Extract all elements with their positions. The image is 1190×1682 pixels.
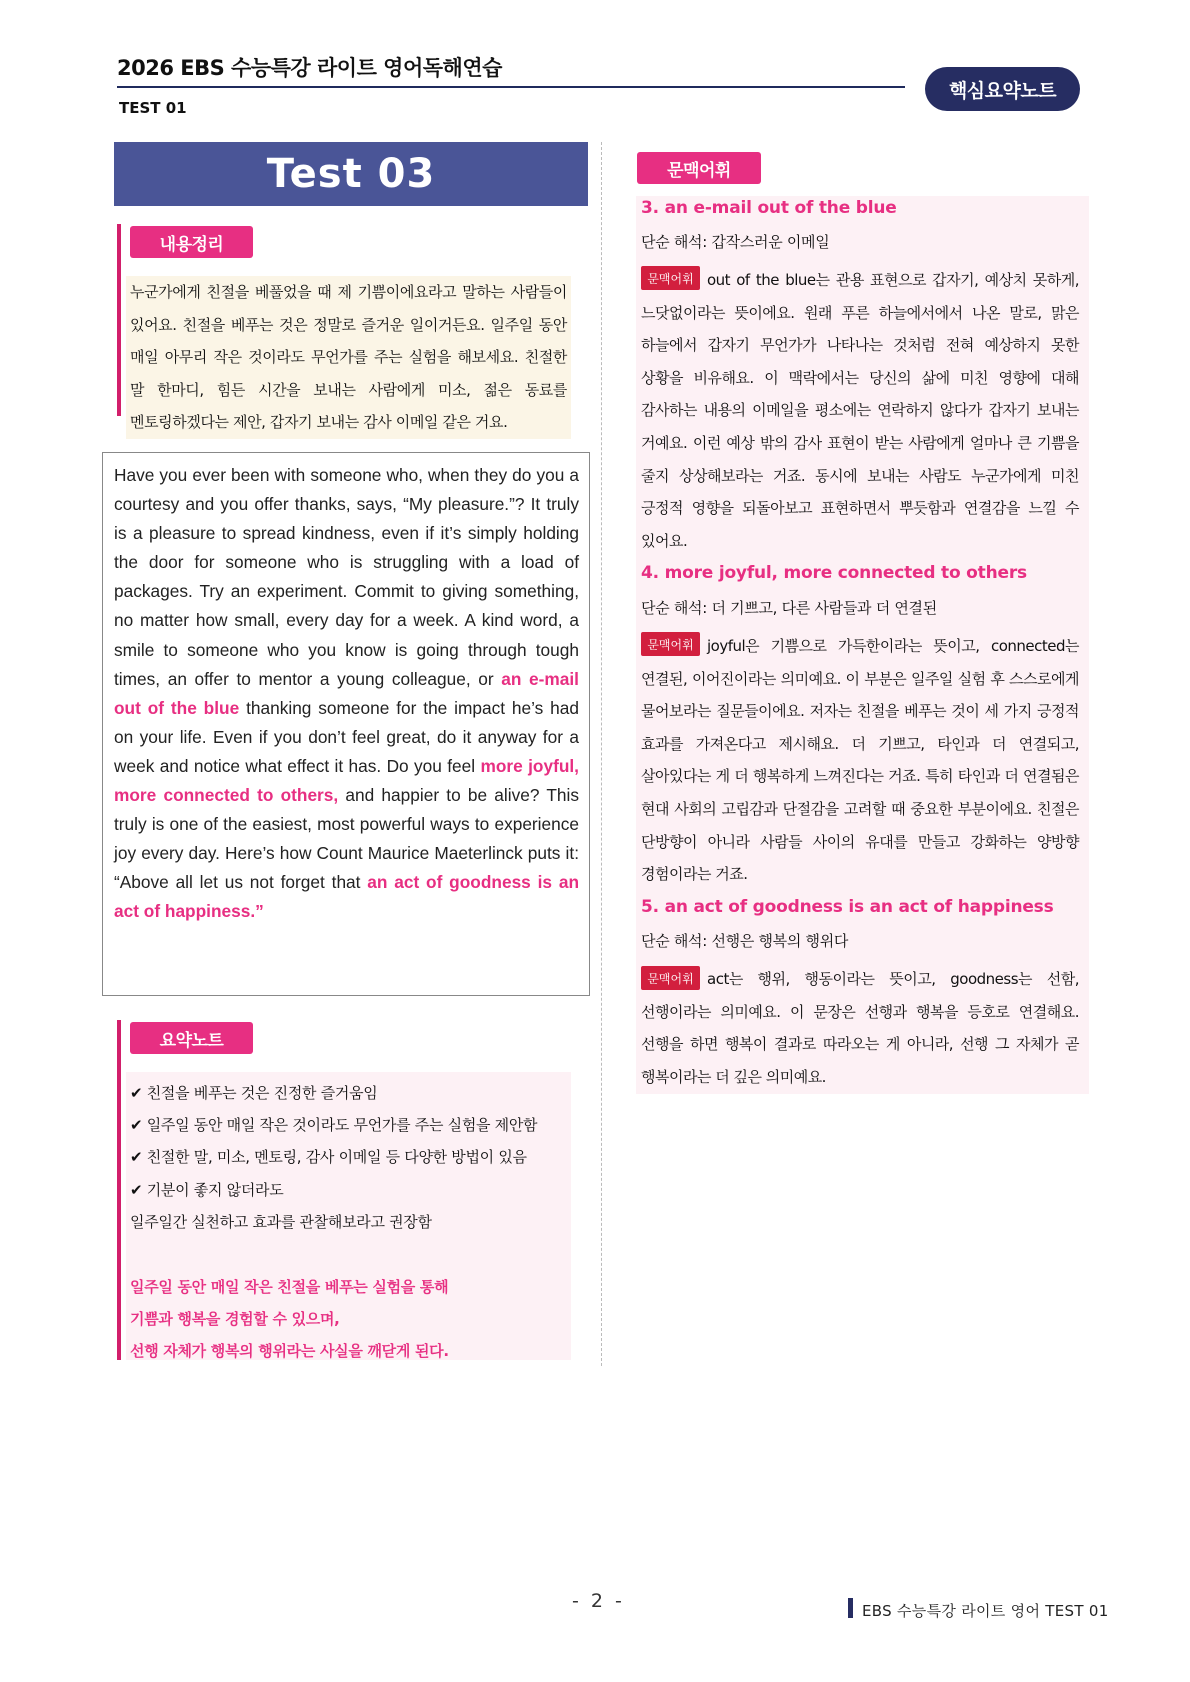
footer-accent-bar — [848, 1598, 853, 1618]
vocab-tag: 문맥어휘 — [641, 966, 700, 990]
passage-highlight: more joyful, more connected to others, — [114, 755, 579, 806]
test-label: TEST 01 — [119, 99, 187, 117]
vocab-label: 문맥어휘 — [637, 152, 761, 184]
vocab-explanation: out of the blue는 관용 표현으로 갑자기, 예상치 못하게, 느닷없이라는 뜻이에요. 원래 푸른 하늘에서에서 나온 말로, 맑은 하늘에서 갑자기 무언가가 나타나는 것처럼 전혀 예상하지 못한 상황을 비유해요. 이 맥락에서는 당신의 삶에 미친 영향에 대해 감사하는 내용의 이메일을 평소에는 연락하지 않다가 갑자기 보내는 거예요. 이런 예상 밖의 감사 표현이 받는 사람에게 얼마나 큰 기쁨을 줄지 상상해보라는 거죠. 동시에 보내는 사람도 누군가에게 미친 긍정적 영향을 되돌아보고 표현하면서 뿌듯함과 연결감을 느낄 수 있어요. — [641, 271, 1079, 550]
notes-box — [126, 1072, 571, 1360]
page-number: - 2 - — [572, 1590, 625, 1612]
note-conclusion: 일주일 동안 매일 작은 친절을 베푸는 실험을 통해 — [130, 1278, 449, 1296]
note-item: 일주일간 실천하고 효과를 관찰해보라고 권장함 — [130, 1213, 432, 1231]
summary-accent-bar — [117, 224, 121, 416]
passage-text: thanking someone for the impact he’s had on your life. Even if you don’t feel great, do it anyway for a week and notice what effect it has. Do you feel — [114, 697, 579, 776]
column-divider — [601, 142, 602, 1366]
vocab-simple-translation: 단순 해석: 더 기쁘고, 다른 사람들과 더 연결된 — [641, 599, 937, 617]
note-item: ✔ 기분이 좋지 않더라도 — [130, 1181, 284, 1199]
vocab-tag: 문맥어휘 — [641, 632, 700, 656]
passage-highlight: an act of goodness is an act of happiness.” — [114, 872, 579, 922]
vocab-heading: 3. an e-mail out of the blue — [641, 198, 897, 218]
header-badge: 핵심요약노트 — [925, 67, 1080, 111]
note-conclusion: 기쁨과 행복을 경험할 수 있으며, — [130, 1310, 340, 1328]
passage-highlight: an e-mail out of the blue — [114, 668, 579, 718]
summary-text: 누군가에게 친절을 베풀었을 때 제 기쁨이에요라고 말하는 사람들이 있어요. 친절을 베푸는 것은 정말로 즐거운 일이거든요. 일주일 동안 매일 아무리 작은 것이라도 무언가를 주는 실험을 해보세요. 친절한 말 한마디, 힘든 시간을 보내는 사람에게 미소, 젊은 동료를 멘토링하겠다는 제안, 갑자기 보내는 감사 이메일 같은 거요. — [126, 276, 571, 439]
summary-label: 내용정리 — [130, 226, 253, 258]
header-divider — [117, 86, 905, 88]
notes-accent-bar — [117, 1020, 121, 1360]
vocab-simple-translation: 단순 해석: 선행은 행복의 행위다 — [641, 932, 849, 950]
vocab-tag: 문맥어휘 — [641, 266, 700, 290]
note-item: ✔ 일주일 동안 매일 작은 것이라도 무언가를 주는 실험을 제안함 — [130, 1116, 538, 1134]
note-item: ✔ 친절한 말, 미소, 멘토링, 감사 이메일 등 다양한 방법이 있음 — [130, 1148, 527, 1166]
passage-text: Have you ever been with someone who, when they do you a courtesy and you offer thanks, says, “My pleasure.”? It truly is a pleasure to spread kindness, even if it’s simply holding the door for someone who is struggling with a load of packages. Try an experiment. Commit to giving something, no matter how small, every day for a week. A kind word, a smile to someone who you know is going through tough times, an offer to mentor a young colleague, or — [114, 465, 579, 689]
vocab-explanation: joyful은 기쁨으로 가득한이라는 뜻이고, connected는 연결된, 이어진이라는 의미예요. 이 부분은 일주일 실험 후 스스로에게 물어보라는 질문들이에요. 저자는 친절을 베푸는 것이 세 가지 긍정적 효과를 가져온다고 제시해요. 더 기쁘고, 타인과 더 연결되고, 살아있다는 게 더 행복하게 느껴진다는 거죠. 특히 타인과 더 연결됨은 현대 사회의 고립감과 단절감을 고려할 때 중요한 부분이에요. 친절은 단방향이 아니라 사람들 사이의 유대를 만들고 강화하는 양방향 경험이라는 거죠. — [641, 637, 1079, 884]
note-conclusion: 선행 자체가 행복의 행위라는 사실을 깨닫게 된다. — [130, 1342, 449, 1360]
vocab-heading: 4. more joyful, more connected to others — [641, 563, 1027, 583]
vocab-simple-translation: 단순 해석: 갑작스러운 이메일 — [641, 233, 830, 251]
notes-label: 요약노트 — [130, 1022, 253, 1054]
passage — [102, 452, 590, 996]
footer-text: EBS 수능특강 라이트 영어 TEST 01 — [862, 1602, 1109, 1620]
vocab-explanation: act는 행위, 행동이라는 뜻이고, goodness는 선함, 선행이라는 의미예요. 이 문장은 선행과 행복을 등호로 연결해요. 선행을 하면 행복이 결과로 따라오는 게 아니라, 선행 그 자체가 곧 행복이라는 더 깊은 의미예요. — [641, 970, 1079, 1086]
note-item: ✔ 친절을 베푸는 것은 진정한 즐거움임 — [130, 1084, 378, 1102]
document-title: 2026 EBS 수능특강 라이트 영어독해연습 — [117, 56, 502, 80]
vocab-heading: 5. an act of goodness is an act of happiness — [641, 897, 1054, 917]
passage-text: and happier to be alive? This truly is one of the easiest, most powerful ways to experience joy every day. Here’s how Count Maurice Maeterlinck puts it: “Above all let us not forget that — [114, 785, 579, 893]
test-banner: Test 03 — [114, 142, 588, 206]
